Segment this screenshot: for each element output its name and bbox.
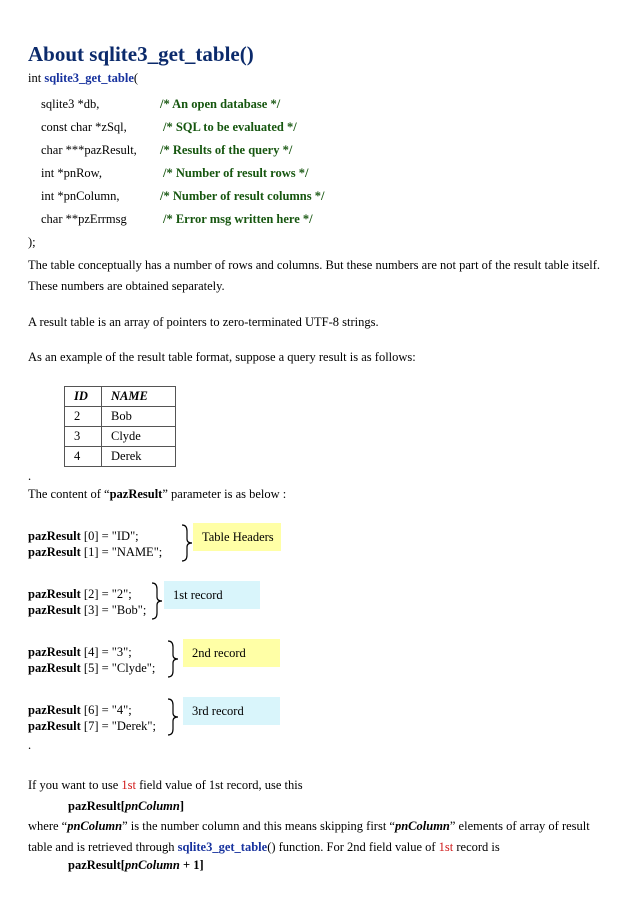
signature-close: ); xyxy=(28,235,36,249)
brace-icon xyxy=(180,523,194,563)
param-comment: /* SQL to be evaluated */ xyxy=(163,120,297,134)
table-cell: Bob xyxy=(102,407,176,427)
brace-icon xyxy=(166,639,180,679)
page-title: About sqlite3_get_table() xyxy=(28,42,254,66)
param-decl: sqlite3 *db, xyxy=(41,97,100,111)
assignment-line: pazResult [4] = "3"; xyxy=(28,645,132,659)
function-name: sqlite3_get_table xyxy=(44,71,134,85)
assignment-line: pazResult [5] = "Clyde"; xyxy=(28,661,156,675)
usage-paragraph: where “pnColumn” is the number column and this means skipping first “pnColumn” elements of array of result table and is retrieved through sqlite3_get_table() function. For 2nd field value of 1st record is xyxy=(28,819,590,854)
param-decl: const char *zSql, xyxy=(41,120,127,134)
assignment-line: pazResult [7] = "Derek"; xyxy=(28,719,156,733)
param-decl: char **pzErrmsg xyxy=(41,212,127,226)
param-decl: int *pnRow, xyxy=(41,166,102,180)
code-example-1: pazResult[pnColumn] xyxy=(68,799,185,813)
separator-dot: . xyxy=(28,738,32,752)
table-row xyxy=(65,447,176,467)
paragraph-3: As an example of the result table format, suppose a query result is as follows: xyxy=(28,350,416,364)
table-cell: 4 xyxy=(65,447,102,467)
result-table xyxy=(64,386,176,467)
param-comment: /* Error msg written here */ xyxy=(163,212,313,226)
content-intro: The content of “pazResult” parameter is as below : xyxy=(28,487,287,501)
separator-dot: . xyxy=(28,469,32,483)
assignment-line: pazResult [1] = "NAME"; xyxy=(28,545,163,559)
note-table-headers: Table Headers xyxy=(193,523,281,551)
assignment-line: pazResult [0] = "ID"; xyxy=(28,529,139,543)
param-decl: int *pnColumn, xyxy=(41,189,120,203)
assignment-line: pazResult [2] = "2"; xyxy=(28,587,132,601)
note-1st-record: 1st record xyxy=(164,581,260,609)
brace-icon xyxy=(150,581,164,621)
table-cell: Clyde xyxy=(102,427,176,447)
note-3rd-record: 3rd record xyxy=(183,697,280,725)
code-example-2: pazResult[pnColumn + 1] xyxy=(68,858,204,872)
assignment-line: pazResult [6] = "4"; xyxy=(28,703,132,717)
signature-open-line: int sqlite3_get_table( xyxy=(28,71,139,85)
assignment-line: pazResult [3] = "Bob"; xyxy=(28,603,147,617)
brace-icon xyxy=(166,697,180,737)
paragraph-1: The table conceptually has a number of rows and columns. But these numbers are not part of the result table itself. These numbers are obtained separately. xyxy=(28,258,601,293)
table-row xyxy=(65,427,176,447)
table-cell: 2 xyxy=(65,407,102,427)
table-cell: 3 xyxy=(65,427,102,447)
table-header-row xyxy=(65,387,176,407)
table-header-cell: ID xyxy=(65,387,102,407)
table-header-cell: NAME xyxy=(102,387,176,407)
param-comment: /* Number of result rows */ xyxy=(163,166,309,180)
table-cell: Derek xyxy=(102,447,176,467)
param-decl: char ***pazResult, xyxy=(41,143,137,157)
usage-line-1: If you want to use 1st field value of 1st record, use this xyxy=(28,778,303,792)
table-row xyxy=(65,407,176,427)
param-comment: /* An open database */ xyxy=(160,97,281,111)
note-2nd-record: 2nd record xyxy=(183,639,280,667)
paragraph-2: A result table is an array of pointers to zero-terminated UTF-8 strings. xyxy=(28,315,379,329)
param-comment: /* Number of result columns */ xyxy=(160,189,325,203)
param-comment: /* Results of the query */ xyxy=(160,143,293,157)
